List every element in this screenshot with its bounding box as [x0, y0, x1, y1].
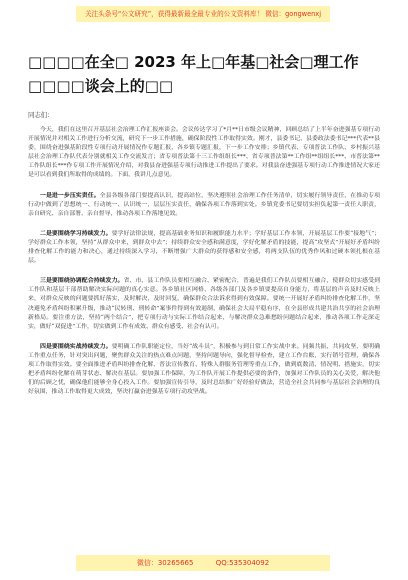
greeting: 同志们：: [28, 111, 54, 119]
paragraph-intro: 今天，我们在这里召开基层社会治理工作汇报座谈会。会议传达学习了*月**日市级会议精神，回顾总结了上半年奋进强基专项行动开展情况并对相关工作进行分析交流，研究下一步工作措施，确保阶段性工作取得实效。刚才，县委书记、县委政法委书记***代表**县委，围绕奋进强基阶段性专项行动开展情况作专题汇报，各乡镇专题汇报，下一步工作安排；乡镇代表、专项普法工作队、乡村振兴基层社会治理工作队代表分别就相关工作交流发言；省专项普法第十三工作组组长***、省专项普法第**工作组**组组长***、市普法第**工作队组长***作专项工作开展情况介绍，对我县奋进强基专项行动推进工作提出了要求。对我县奋进强基专项行动工作推进情况大家还是可以看到我们所取得的成绩的。下面，我讲几点意见。: [28, 127, 380, 179]
qq-contact: QQ:535304092: [215, 559, 270, 567]
paragraph-lead: 一是进一步压实责任。: [40, 191, 100, 199]
paragraph-4: 四是要围绕实战持续发力。要明确工作队职能定位，当好“战斗员”，积极参与到日常工作实战中来。同频共振、共同攻坚，要明确工作重点任务，针对突出问题，聚焦群众关注的热点难点问题，坚持问题导向，强化督导检查，建立工作台账，实行销号管理，确保各项工作取得实效。要全面推进矛盾纠纷排查化解、普法宣传教育、特殊人群服务管理等重点工作，做到底数清、情况明、措施实，切实把矛盾纠纷化解在萌芽状态、解决在基层。要加强工作保障，为工作队开展工作提供必要的条件，加强对工作队员的关心关爱，解决他们的后顾之忧，确保他们能够全身心投入工作。要加强宣传引导，及时总结推广好经验好做法，营造全社会共同参与基层社会治理的良好氛围，推动工作取得更大成效，坚决打赢奋进强基专项行动攻坚战。: [28, 342, 380, 396]
page-title: □□□□在全□ 2023 年上□年基□社会□理工作□□□□谈会上的□□: [28, 53, 359, 95]
paragraph-3: 三是要围绕协调配合持续发力。省、市、县工作队员要相互融合、紧密配合，普遍是我们工作队员要相互融合，使群众切实感受到工作队和基层干部帮助解决实际问题的真心实意。各乡镇社区网格、各级各部门及各乡镇要提高自身能力，将基层的声音及时反映上来，对群众反映的问题要抓好落实，及时解决，及时回复，确保群众合法诉求得到有效保障。要统一开展好矛盾纠纷排查化解工作，坚决避免矛盾纠纷积累升级，推动“民转刑、刑转命”案事件得到有效遏制，确保社会大局平稳有序，在全县形成共建共治共享的社会治理新格局。要注重方法，坚持“两个结合”，把专项行动与实际工作结合起来，与解决群众急难愁盼问题结合起来，推动各项工作走深走实，做好“双促进”工作，切实做到工作有成效、群众有感受、社会有认可。: [28, 277, 380, 330]
wechat-contact: 微信：30265665: [136, 559, 194, 567]
paragraph-lead: 二是要围绕学习持续发力。: [40, 229, 112, 237]
top-banner: 关注头条号“公文研究”，获得最新最全最专业的公文资料库！ 微信：gongwenxj: [76, 6, 330, 22]
paragraph-2: 二是要围绕学习持续发力。要学好法律法规，提高基础业务知识和履职能力水平；学好基层工作本领，开展基层工作要“接地气”；学好群众工作本领，坚持“从群众中来，到群众中去”；持续群众安全感和满意度，学好化解矛盾的技能，提高“攻坚式”开展好矛盾纠纷排查化解工作的能力和决心，通过持续深入学习，不断增强广大群众的获得感和安全感，将两支队伍的优秀作风和过硬本领扎根在基层。: [28, 229, 380, 265]
bottom-banner: [76, 555, 330, 571]
document-body: [28, 125, 380, 540]
paragraph-lead: 三是要围绕协调配合持续发力。: [40, 277, 124, 285]
paragraph-lead: 四是要围绕实战持续发力。: [40, 342, 112, 350]
paragraph-1: 一是进一步压实责任。全县各级各部门要提高认识，提高站位，坚决遵照社会治理工作任务清单，切实履行领导责任，在推动专项行动中做到了思想统一、行动统一、认识统一，层层压实责任，确保各项工作落到实处。乡镇党委书记要切实担负起第一责任人职责，亲自研究、亲自部署、亲自督导，推动各项工作落地见效。: [28, 191, 380, 217]
